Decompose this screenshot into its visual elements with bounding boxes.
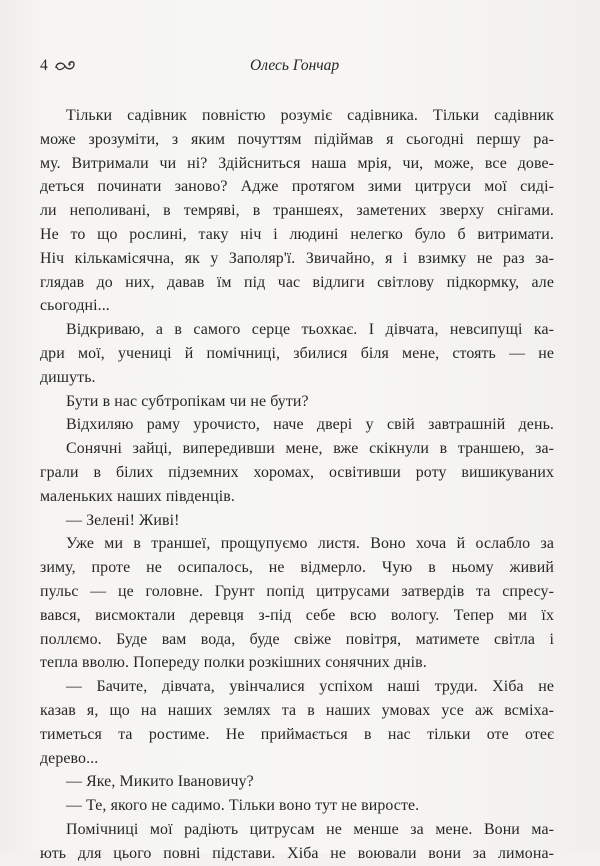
text-line: Помічниці мої радіють цитрусам не менше за мене. Вони ма-: [66, 820, 554, 838]
text-line: глядав до них, давав їм під час відлиги світлову підкормку, але: [40, 273, 554, 291]
text-line: тепла вволю. Попереду полки розкішних сонячних днів.: [40, 654, 427, 672]
text-line: грали в білих підземних хоромах, освітивши роту вишикуваних: [40, 463, 554, 481]
text-line: ли неполивані, в темряві, в траншеях, заметених зверху снігами.: [40, 202, 554, 220]
text-line: маленьких наших південців.: [40, 487, 235, 505]
text-line: — Те, якого не садимо. Тільки воно тут не виросте.: [66, 797, 420, 815]
text-line: — Зелені! Живі!: [66, 511, 180, 529]
text-line: — Бачите, дівчата, увінчалися успіхом наші труди. Хіба не: [66, 678, 554, 696]
text-line: му. Витримали чи ні? Здійсниться наша мрія, чи, може, все дове-: [40, 154, 554, 172]
text-line: сьогодні...: [40, 297, 110, 315]
text-line: Відкриваю, а в самого серце тьохкає. І дівчата, невсипущі ка-: [66, 321, 554, 339]
text-line: деться починати заново? Адже протягом зими цитруси мої сиді-: [40, 178, 554, 196]
text-line: Бути в нас субтропікам чи не бути?: [66, 392, 309, 410]
scroll-ornament-icon: [54, 59, 76, 73]
text-line: Ніч кількамісячна, як у Заполяр'ї. Звичайно, я і взимку не раз за-: [40, 249, 554, 267]
page-header: [40, 57, 560, 79]
text-line: дри мої, учениці й помічниці, збилися біля мене, стоять — не: [40, 344, 554, 362]
text-line: може зрозуміти, з яким почуттям підіймав я сьогодні першу ра-: [40, 130, 554, 148]
text-line: вався, висмоктали деревця з-під себе всю вологу. Тепер ми їх: [40, 606, 554, 624]
text-line: поллємо. Буде вам вода, буде свіже повітря, матимете світла і: [40, 630, 554, 648]
running-title: Олесь Гончар: [250, 57, 340, 74]
text-line: Уже ми в траншеї, прощупуємо листя. Воно хоча й ослабло за: [66, 535, 554, 553]
text-line: дерево...: [40, 749, 99, 767]
text-line: Сонячні зайці, випередивши мене, вже скікнули в траншею, за-: [66, 440, 554, 458]
text-line: Відхиляю раму урочисто, наче двері у свій завтрашній день.: [66, 416, 554, 434]
text-line: ють для цього повні підстави. Хіба не воювали вони за лимона-: [40, 844, 554, 862]
text-line: Не то що рослині, таку ніч і людині нелегко було б витримати.: [40, 225, 554, 243]
text-line: пульс — це головне. Грунт попід цитрусами затвердів та спресу-: [40, 582, 554, 600]
text-line: дишуть.: [40, 368, 96, 386]
text-line: казав я, що на наших землях та в наших умовах усе аж всміха-: [40, 701, 554, 719]
body-text: [40, 104, 554, 866]
text-line: — Яке, Микито Івановичу?: [66, 773, 254, 791]
page-number: 4: [40, 57, 48, 74]
text-line: Тільки садівник повністю розуміє садівника. Тільки садівник: [66, 107, 554, 124]
text-line: зиму, проте не осипалось, не відмерло. Чую в ньому живий: [40, 559, 554, 577]
text-line: тиметься та ростиме. Не приймається в нас тільки оте отеє: [40, 725, 554, 743]
